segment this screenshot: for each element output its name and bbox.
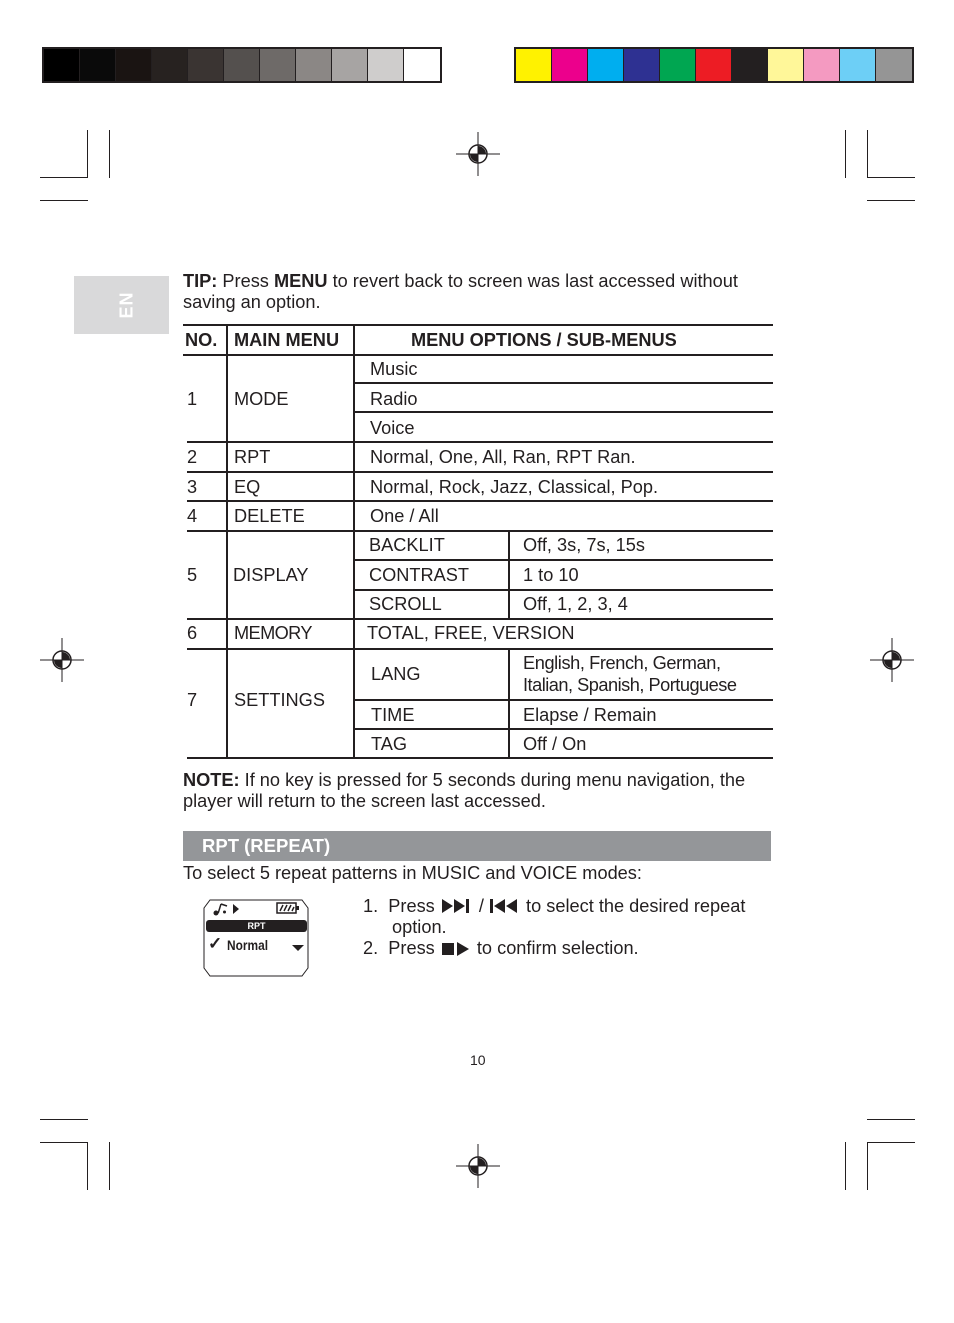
color-swatch <box>804 49 840 81</box>
submenu-contrast-value: 1 to 10 <box>523 565 579 585</box>
previous-track-icon <box>489 898 521 914</box>
note-text-line2: player will return to the screen last accessed. <box>183 791 546 811</box>
steps-list <box>363 896 745 959</box>
submenu-backlit: BACKLIT <box>369 535 445 555</box>
main-menu-eq: EQ <box>234 477 261 497</box>
step-2 <box>363 938 745 959</box>
color-swatch <box>296 49 332 81</box>
row-number: 7 <box>187 690 198 710</box>
submenu-lang: LANG <box>371 664 421 684</box>
submenu-time-value: Elapse / Remain <box>523 705 657 725</box>
main-menu-delete: DELETE <box>234 506 305 526</box>
color-swatch <box>44 49 80 81</box>
note-label: NOTE: <box>183 770 240 790</box>
step-text: Press <box>388 896 440 916</box>
step-text: Press <box>388 938 440 958</box>
main-menu-rpt: RPT <box>234 447 271 467</box>
row-number: 3 <box>187 477 198 497</box>
submenu-scroll-value: Off, 1, 2, 3, 4 <box>523 594 628 614</box>
dropdown-arrow-icon <box>291 944 305 952</box>
lcd-value: Normal <box>227 937 268 953</box>
option-voice: Voice <box>370 418 415 438</box>
intro-text: To select 5 repeat patterns in MUSIC and VOICE modes: <box>183 863 642 883</box>
page-number: 10 <box>470 1052 486 1068</box>
color-swatch <box>332 49 368 81</box>
row-number: 2 <box>187 447 198 467</box>
options-eq: Normal, Rock, Jazz, Classical, Pop. <box>370 477 659 497</box>
note-paragraph <box>183 770 783 812</box>
battery-icon <box>276 902 300 914</box>
color-swatch <box>660 49 696 81</box>
process-color-bar <box>514 47 914 83</box>
header-main-menu: MAIN MENU <box>234 330 340 350</box>
row-number: 1 <box>187 389 198 409</box>
submenu-contrast: CONTRAST <box>369 565 470 585</box>
color-swatch <box>840 49 876 81</box>
color-swatch <box>260 49 296 81</box>
option-music: Music <box>370 359 418 379</box>
menu-key: MENU <box>273 271 328 291</box>
header-no: NO. <box>185 330 218 350</box>
note-text: If no key is pressed for 5 seconds during menu navigation, the <box>239 770 746 790</box>
submenu-backlit-value: Off, 3s, 7s, 15s <box>523 535 645 555</box>
tip-text: to revert back to screen was last accessed without <box>327 271 738 291</box>
tip-text: Press <box>217 271 274 291</box>
registration-mark-icon <box>870 638 914 682</box>
step-number: 2. <box>363 938 379 958</box>
next-track-icon <box>440 898 474 914</box>
header-menu-options: MENU OPTIONS / SUB-MENUS <box>411 330 677 350</box>
submenu-tag: TAG <box>371 734 408 754</box>
submenu-tag-value: Off / On <box>523 734 587 754</box>
language-tab <box>74 276 169 334</box>
grayscale-color-bar <box>42 47 442 83</box>
tip-label: TIP: <box>183 271 218 291</box>
row-number: 6 <box>187 623 198 643</box>
step-text: / <box>473 896 489 916</box>
color-swatch <box>224 49 260 81</box>
submenu-lang-value-line2: Italian, Spanish, Portuguese <box>523 675 737 695</box>
step-1-continued: option. <box>392 917 447 937</box>
submenu-time: TIME <box>371 705 415 725</box>
options-delete: One / All <box>370 506 439 526</box>
lcd-title-bar <box>206 920 307 932</box>
color-swatch <box>152 49 188 81</box>
submenu-lang-value-line1: English, French, German, <box>523 653 721 673</box>
submenu-scroll: SCROLL <box>369 594 442 614</box>
color-swatch <box>404 49 440 81</box>
row-number: 5 <box>187 565 198 585</box>
tip-paragraph <box>183 271 783 313</box>
options-memory: TOTAL, FREE, VERSION <box>367 623 575 643</box>
color-swatch <box>876 49 912 81</box>
registration-mark-icon <box>40 638 84 682</box>
row-number: 4 <box>187 506 198 526</box>
color-swatch <box>516 49 552 81</box>
color-swatch <box>116 49 152 81</box>
step-number: 1. <box>363 896 379 916</box>
main-menu-memory: MEMORY <box>234 623 312 643</box>
main-menu-display: DISPLAY <box>233 565 309 585</box>
color-swatch <box>732 49 768 81</box>
color-swatch <box>80 49 116 81</box>
color-swatch <box>588 49 624 81</box>
language-tab-label: EN <box>116 291 137 319</box>
color-swatch <box>368 49 404 81</box>
checkmark-icon: ✓ <box>208 934 223 953</box>
registration-mark-icon <box>456 1144 500 1188</box>
color-swatch <box>188 49 224 81</box>
options-rpt: Normal, One, All, Ran, RPT Ran. <box>370 447 636 467</box>
main-menu-mode: MODE <box>234 389 289 409</box>
step-text: to confirm selection. <box>471 938 639 958</box>
color-swatch <box>696 49 732 81</box>
registration-mark-icon <box>456 132 500 176</box>
color-swatch <box>768 49 804 81</box>
step-text: to select the desired repeat <box>521 896 746 916</box>
main-menu-settings: SETTINGS <box>234 690 325 710</box>
step-1 <box>363 896 745 917</box>
color-swatch <box>552 49 588 81</box>
music-note-icon <box>212 902 240 916</box>
section-header-rpt: RPT (REPEAT) <box>183 831 771 861</box>
stop-play-icon <box>440 941 472 957</box>
lcd-screen-illustration <box>202 898 310 978</box>
tip-text-line2: saving an option. <box>183 292 321 312</box>
color-swatch <box>624 49 660 81</box>
option-radio: Radio <box>370 389 418 409</box>
lcd-title: RPT <box>247 921 266 931</box>
